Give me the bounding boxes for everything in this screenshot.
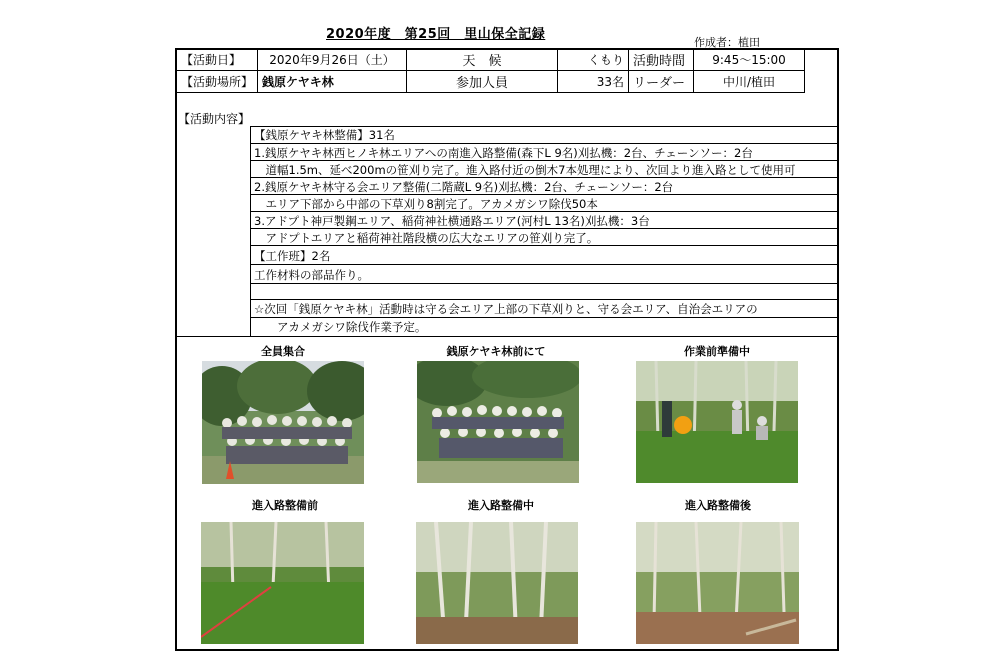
photo-caption: 銭原ケヤキ林前にて (446, 345, 546, 358)
photo-caption: 進入路整備前 (252, 499, 318, 512)
weather-value: くもり (558, 49, 629, 71)
weather-label: 天 候 (407, 49, 558, 71)
row-rule (250, 283, 838, 284)
preparation-photo (636, 361, 798, 483)
row-rule (250, 228, 838, 229)
content-line: アカメガシワ除伐作業予定。 (254, 320, 427, 334)
group-photo-forest (417, 361, 579, 483)
row-rule (250, 211, 838, 212)
photo-caption: 進入路整備中 (468, 499, 534, 512)
row-rule (250, 143, 838, 144)
photo-caption: 進入路整備後 (685, 499, 751, 512)
content-line: 工作材料の部品作り。 (254, 268, 369, 282)
content-line: 【工作班】2名 (254, 249, 331, 263)
leader-value: 中川/植田 (694, 71, 805, 93)
row-rule (250, 177, 838, 178)
content-line: 【銭原ケヤキ林整備】31名 (254, 128, 395, 142)
row-rule (250, 317, 838, 318)
content-line: ☆次回「銭原ケヤキ林」活動時は守る会エリア上部の下草刈りと、守る会エリア、自治会エリアの (254, 302, 758, 316)
content-line: 道幅1.5m、延べ200mの笹刈り完了。進入路付近の倒木7本処理により、次回より進入路として使用可 (254, 163, 796, 177)
content-label: 【活動内容】 (178, 112, 251, 126)
path-before-photo (201, 522, 364, 644)
content-line: 3.アドプト神戸製鋼エリア、稲荷神社横通路エリア(河村L 13名)刈払機：3台 (254, 214, 650, 228)
content-divider (250, 126, 251, 336)
place-value: 銭原ケヤキ林 (258, 71, 407, 93)
date-label: 【活動日】 (177, 49, 258, 71)
document-title: 2020年度 第25回 里山保全記録 (326, 27, 546, 42)
row-rule (250, 245, 838, 246)
participants-value: 33名 (558, 71, 629, 93)
content-line: エリア下部から中部の下草刈り8割完了。アカメガシワ除伐50本 (254, 197, 598, 211)
row-rule (250, 194, 838, 195)
row-rule (250, 160, 838, 161)
content-line: アドプトエリアと稲荷神社階段横の広大なエリアの笹刈り完了。 (254, 231, 599, 245)
author: 作成者：植田 (694, 36, 760, 49)
participants-label: 参加人員 (407, 71, 558, 93)
content-line: 1.銭原ケヤキ林西ヒノキ林エリアへの南進入路整備(森下L 9名)刈払機：2台、チェーンソー：2台 (254, 146, 753, 160)
group-photo (202, 361, 364, 484)
path-during-photo (416, 522, 578, 644)
date-value: 2020年9月26日（土） (258, 49, 407, 71)
content-line: 2.銭原ケヤキ林守る会エリア整備(二階蔵L 9名)刈払機：2台、チェーンソー：2台 (254, 180, 674, 194)
photo-caption: 全員集合 (261, 345, 305, 358)
row-rule (250, 264, 838, 265)
leader-label: リーダー (629, 71, 694, 93)
row-rule (250, 299, 838, 300)
path-after-photo (636, 522, 799, 644)
time-label: 活動時間 (629, 49, 694, 71)
info-table (176, 48, 805, 93)
photo-caption: 作業前準備中 (684, 345, 750, 358)
place-label: 【活動場所】 (177, 71, 258, 93)
photos-divider (175, 336, 839, 337)
time-value: 9:45〜15:00 (694, 49, 805, 71)
